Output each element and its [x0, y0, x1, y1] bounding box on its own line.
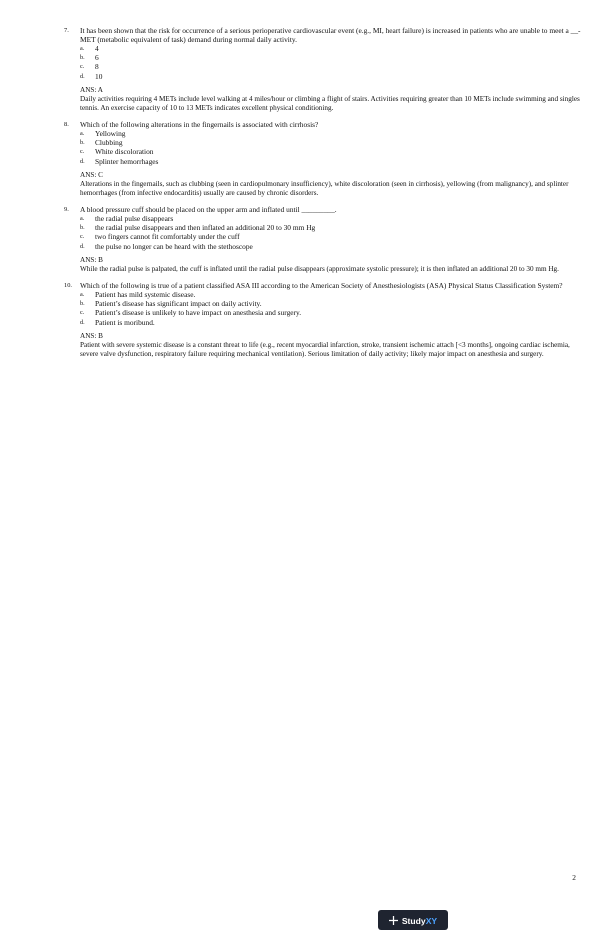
- option-text: two fingers cannot fit comfortably under the cuff: [95, 232, 240, 242]
- option-text: Yellowing: [95, 129, 126, 138]
- answer-block: [80, 86, 584, 113]
- question-row: [64, 205, 584, 214]
- answer-block: [80, 256, 584, 274]
- brand-name-study: Study: [401, 916, 426, 926]
- option-text: 10: [95, 71, 103, 81]
- option-text: the pulse no longer can be heard with the stethoscope: [95, 241, 253, 251]
- option-item: [80, 53, 584, 62]
- option-item: [80, 299, 584, 308]
- option-letter: c.: [80, 148, 85, 156]
- plus-sparkle-icon: [389, 916, 398, 925]
- answer-block: [80, 171, 584, 198]
- option-letter: d.: [80, 242, 85, 250]
- answer-rationale: Alterations in the fingernails, such as clubbing (seen in cardiopulmonary insufficiency), white discoloration (seen in cirrhosis), yellowing (from malignancy), and splinter hemorrhages (from infective endocarditis) usually are caused by chronic disorders.: [80, 179, 569, 197]
- option-item: [80, 129, 584, 138]
- option-text: the radial pulse disappears: [95, 214, 174, 223]
- question-text: Which of the following is true of a patient classified ASA III according to the American Society of Anesthesiologists (ASA) Physical Status Classification System?: [80, 280, 563, 290]
- answer-rationale: While the radial pulse is palpated, the cuff is inflated until the radial pulse disappears (approximate systolic pressure); it is then inflated an additional 20 to 30 mm Hg.: [80, 264, 559, 273]
- answer-rationale: Daily activities requiring 4 METs include level walking at 4 miles/hour or climbing a flight of stairs. Activities requiring greater than 10 METs include swimming and singles tennis. An exercise capacity of 10 to 13 METs indicates excellent physical conditioning.: [80, 94, 580, 112]
- option-text: White discoloration: [95, 147, 154, 157]
- question-text: A blood pressure cuff should be placed on the upper arm and inflated until _________.: [80, 205, 337, 214]
- option-text: Patient is moribund.: [95, 317, 155, 327]
- option-letter: a.: [80, 215, 85, 222]
- question-text: Which of the following alterations in the fingernails is associated with cirrhosis?: [80, 120, 319, 129]
- option-item: [80, 223, 584, 232]
- question-text: It has been shown that the risk for occurrence of a serious perioperative cardiovascular event (e.g., MI, heart failure) is increased in patients who are unable to meet a __-MET (metabolic equivalent of task) demand during normal daily activity.: [80, 26, 581, 44]
- option-text: Patient’s disease is unlikely to have impact on anesthesia and surgery.: [95, 308, 302, 318]
- question-row: [64, 26, 584, 44]
- option-letter: a.: [80, 45, 85, 52]
- option-item: [80, 290, 584, 299]
- answer-key: ANS: A: [80, 85, 103, 94]
- studyxy-badge[interactable]: [378, 910, 448, 930]
- option-item: [80, 72, 584, 81]
- question-block: [64, 26, 584, 113]
- option-letter: d.: [80, 72, 85, 80]
- brand-name-xy: XY: [425, 916, 438, 926]
- option-text: Splinter hemorrhages: [95, 156, 159, 166]
- option-item: [80, 62, 584, 71]
- option-letter: d.: [80, 157, 85, 165]
- option-text: the radial pulse disappears and then inflated an additional 20 to 30 mm Hg: [95, 223, 316, 233]
- option-item: [80, 138, 584, 147]
- option-text: 6: [95, 53, 99, 63]
- option-item: [80, 157, 584, 166]
- option-letter: c.: [80, 63, 85, 71]
- option-letter: d.: [80, 318, 85, 326]
- option-letter: b.: [80, 54, 85, 62]
- option-letter: a.: [80, 290, 85, 298]
- option-text: Patient has mild systemic disease.: [95, 289, 196, 299]
- question-number: 8.: [64, 121, 69, 128]
- question-row: [64, 281, 584, 290]
- answer-key: ANS: B: [80, 331, 103, 340]
- option-text: 4: [95, 44, 99, 53]
- question-block: [64, 120, 584, 198]
- document-body: [64, 26, 584, 366]
- option-list: [80, 44, 584, 81]
- question-number: 7.: [64, 27, 69, 34]
- question-block: [64, 205, 584, 274]
- option-item: [80, 147, 584, 156]
- question-number: 9.: [64, 206, 69, 213]
- answer-block: [80, 332, 584, 359]
- answer-rationale: Patient with severe systemic disease is a constant threat to life (e.g., recent myocardial infarction, stroke, transient ischemic attach [<3 months], ongoing cardiac ischemia, severe valve dysfunction, respiratory failure requiring mechanical ventilation). Serious limitation of daily activity; likely major impact on anesthesia and surgery.: [80, 340, 570, 358]
- option-letter: c.: [80, 233, 85, 241]
- page-number: 2: [572, 873, 576, 882]
- option-item: [80, 242, 584, 251]
- option-letter: b.: [80, 224, 85, 232]
- option-list: [80, 290, 584, 327]
- option-text: Patient’s disease has significant impact on daily activity.: [95, 299, 262, 309]
- option-letter: b.: [80, 139, 85, 147]
- question-row: [64, 120, 584, 129]
- option-letter: c.: [80, 309, 85, 317]
- option-item: [80, 214, 584, 223]
- option-item: [80, 232, 584, 241]
- option-text: 8: [95, 62, 99, 72]
- option-item: [80, 44, 584, 53]
- answer-key: ANS: C: [80, 170, 103, 179]
- answer-key: ANS: B: [80, 255, 103, 264]
- option-letter: a.: [80, 130, 85, 137]
- question-list: [64, 26, 584, 359]
- option-letter: b.: [80, 300, 85, 308]
- question-block: [64, 281, 584, 359]
- option-list: [80, 129, 584, 166]
- question-number: 10.: [64, 281, 72, 289]
- option-item: [80, 318, 584, 327]
- option-text: Clubbing: [95, 138, 123, 148]
- option-list: [80, 214, 584, 251]
- option-item: [80, 308, 584, 317]
